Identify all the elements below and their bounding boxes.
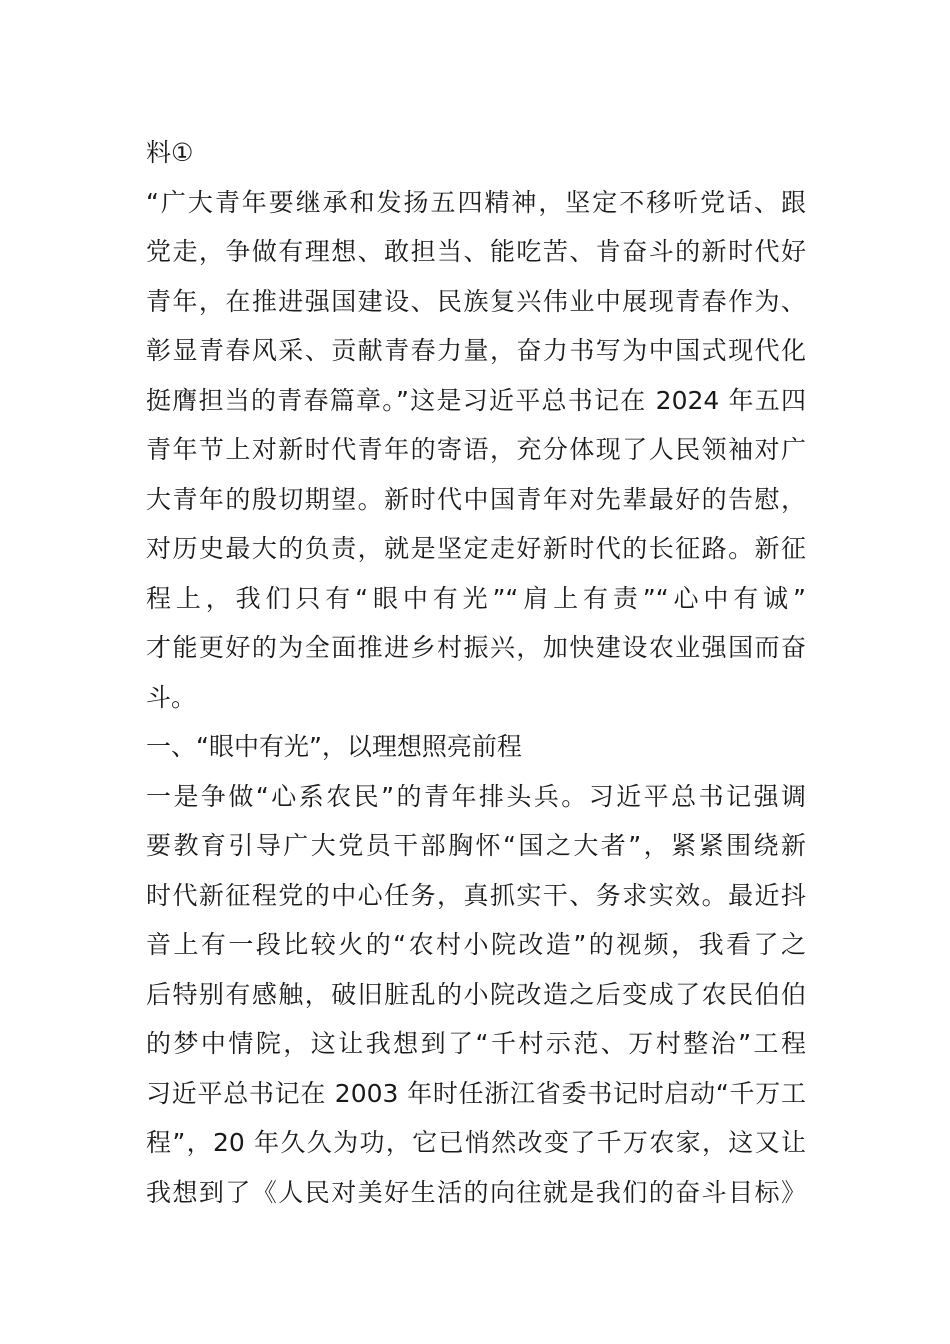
text-line: 青年节上对新时代青年的寄语，充分体现了人民领袖对广 bbox=[146, 435, 806, 464]
text-line: 音上有一段比较火的“农村小院改造”的视频，我看了之 bbox=[146, 930, 806, 959]
text-line: 斗。 bbox=[146, 682, 197, 712]
text-line: 挺膺担当的青春篇章。”这是习近平总书记在 2024 年五四 bbox=[146, 385, 806, 415]
document-body bbox=[146, 128, 806, 1217]
text-line: 青年，在推进强国建设、民族复兴伟业中展现青春作为、 bbox=[146, 286, 806, 316]
text-line: 时代新征程党的中心任务，真抓实干、务求实效。最近抖 bbox=[146, 880, 806, 910]
text-line: 一、“眼中有光”，以理想照亮前程 bbox=[146, 732, 522, 761]
text-line: “广大青年要继承和发扬五四精神，坚定不移听党话、跟 bbox=[146, 187, 806, 217]
text-line: 我想到了《人民对美好生活的向往就是我们的奋斗目标》 bbox=[146, 1177, 806, 1207]
text-line: 大青年的殷切期望。新时代中国青年对先辈最好的告慰， bbox=[146, 484, 806, 514]
text-line: 程”，20 年久久为功，它已悄然改变了千万农家，这又让 bbox=[146, 1128, 806, 1157]
text-line: 对历史最大的负责，就是坚定走好新时代的长征路。新征 bbox=[146, 534, 806, 563]
text-line: 习近平总书记在 2003 年时任浙江省委书记时启动“千万工 bbox=[146, 1078, 806, 1108]
text-line: 一是争做“心系农民”的青年排头兵。习近平总书记强调 bbox=[146, 781, 806, 811]
text-line: 料① bbox=[146, 138, 194, 167]
text-line: 要教育引导广大党员干部胸怀“国之大者”，紧紧围绕新 bbox=[146, 831, 806, 860]
text-line: 程上，我们只有“眼中有光”“肩上有责”“心中有诚” bbox=[146, 583, 806, 613]
text-line: 党走，争做有理想、敢担当、能吃苦、肯奋斗的新时代好 bbox=[146, 237, 806, 266]
text-line: 才能更好的为全面推进乡村振兴，加快建设农业强国而奋 bbox=[146, 633, 806, 662]
text-line: 彰显青春风采、贡献青春力量，奋力书写为中国式现代化 bbox=[146, 336, 806, 365]
text-line: 的梦中情院，这让我想到了“千村示范、万村整治”工程 bbox=[146, 1029, 806, 1058]
text-line: 后特别有感触，破旧脏乱的小院改造之后变成了农民伯伯 bbox=[146, 979, 806, 1009]
